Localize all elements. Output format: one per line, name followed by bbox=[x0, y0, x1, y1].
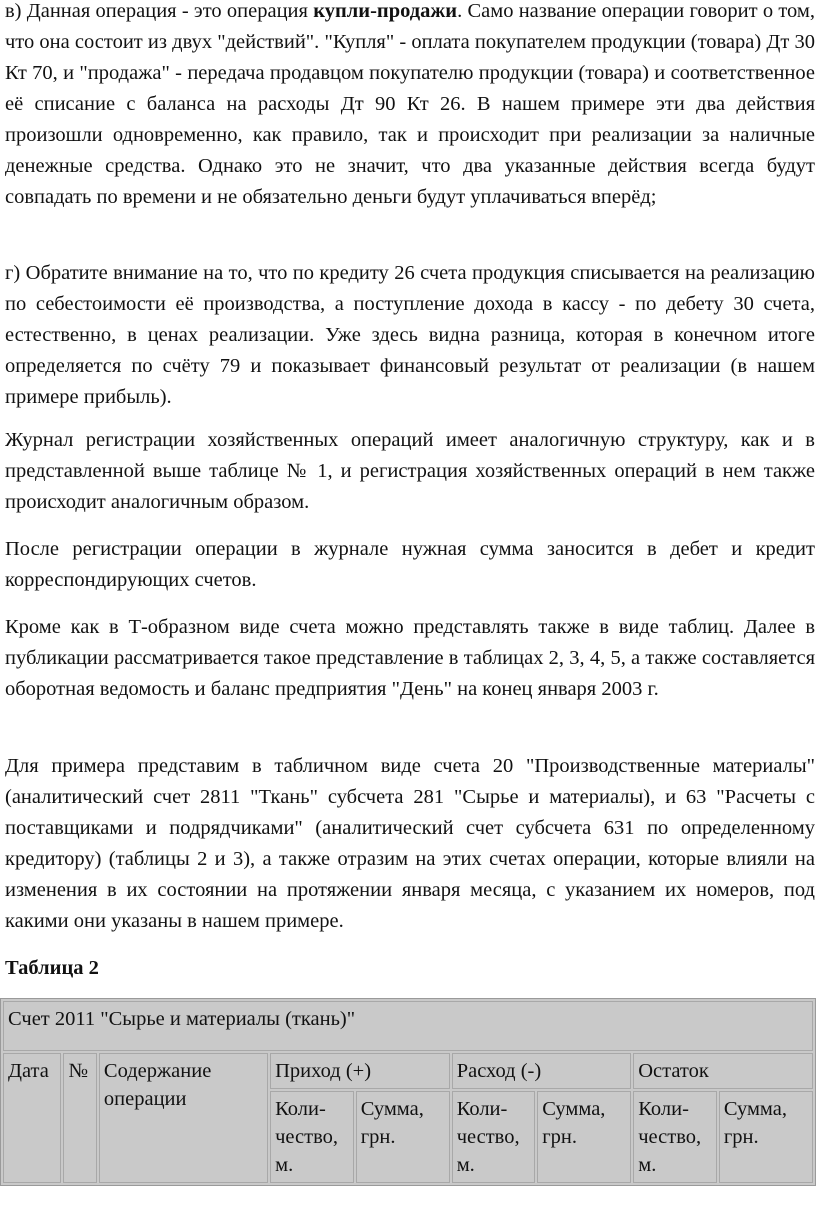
paragraph-example: Для примера представим в табличном виде счета 20 "Производственные материалы" (аналитический счет 2811 "Ткань" субсчета 281 "Сырье и материалы), и 63 "Расчеты с поставщиками и подрядчиками" (аналитический счет субсчета 631 по определенному кредитору) (таблицы 2 и 3), а также отразим на этих счетах операции, которые влияли на изменения в их состоянии на протяжении января месяца, с указанием их номеров, под какими они указаны в нашем примере. bbox=[5, 755, 815, 932]
table-title-row bbox=[3, 1001, 813, 1051]
header-expense: Расход (-) bbox=[452, 1053, 632, 1089]
header-balance: Остаток bbox=[633, 1053, 813, 1089]
bold-term: купли-продажи bbox=[313, 0, 458, 22]
subheader-expense-sum: Сумма, грн. bbox=[537, 1091, 631, 1183]
subheader-expense-qty: Коли-чество, м. bbox=[452, 1091, 536, 1183]
table-header-row bbox=[3, 1053, 813, 1089]
paragraph-sale-operation bbox=[5, 0, 815, 213]
table-title: Счет 2011 "Сырье и материалы (ткань)" bbox=[3, 1001, 813, 1051]
table-caption: Таблица 2 bbox=[5, 957, 99, 979]
paragraph-text: в) Данная операция - это операция bbox=[5, 0, 314, 22]
header-content: Содержание операции bbox=[99, 1053, 268, 1183]
subheader-income-sum: Сумма, грн. bbox=[356, 1091, 450, 1183]
header-date: Дата bbox=[3, 1053, 61, 1183]
paragraph-journal: Журнал регистрации хозяйственных операций имеет аналогичную структуру, как и в представленной выше таблице № 1, и регистрация хозяйственных операций в нем также происходит аналогичным образом. bbox=[5, 429, 815, 513]
paragraph-table-form: Кроме как в Т-образном виде счета можно представлять также в виде таблиц. Далее в публикации рассматривается такое представление в таблицах 2, 3, 4, 5, а также составляется оборотная ведомость и баланс предприятия "День" на конец января 2003 г. bbox=[5, 616, 815, 700]
subheader-balance-sum: Сумма, грн. bbox=[719, 1091, 813, 1183]
header-income: Приход (+) bbox=[270, 1053, 450, 1089]
paragraph-credit-note: г) Обратите внимание на то, что по кредиту 26 счета продукция списывается на реализацию по себестоимости её производства, а поступление дохода в кассу - по дебету 30 счета, естественно, в ценах реализации. Уже здесь видна разница, которая в конечном итоге определяется по счёту 79 и показывает финансовый результат от реализации (в нашем примере прибыль). bbox=[5, 262, 815, 408]
subheader-income-qty: Коли-чество, м. bbox=[270, 1091, 354, 1183]
paragraph-text: . Само название операции говорит о том, что она состоит из двух "действий". "Купля" - оплата покупателем продукции (товара) Дт 30 Кт 70, и "продажа" - передача продавцом покупателю продукции (товара) и соответственное её списание с баланса на расходы Дт 90 Кт 26. В нашем примере эти два действия произошли одновременно, как правило, так и происходит при реализации за наличные денежные средства. Однако это не значит, что два указанные действия всегда будут совпадать по времени и не обязательно деньги будут уплачиваться вперёд; bbox=[5, 0, 815, 208]
header-number: № bbox=[63, 1053, 96, 1183]
account-table bbox=[0, 998, 816, 1186]
paragraph-registration: После регистрации операции в журнале нужная сумма заносится в дебет и кредит корреспондирующих счетов. bbox=[5, 538, 815, 591]
subheader-balance-qty: Коли-чество, м. bbox=[633, 1091, 717, 1183]
